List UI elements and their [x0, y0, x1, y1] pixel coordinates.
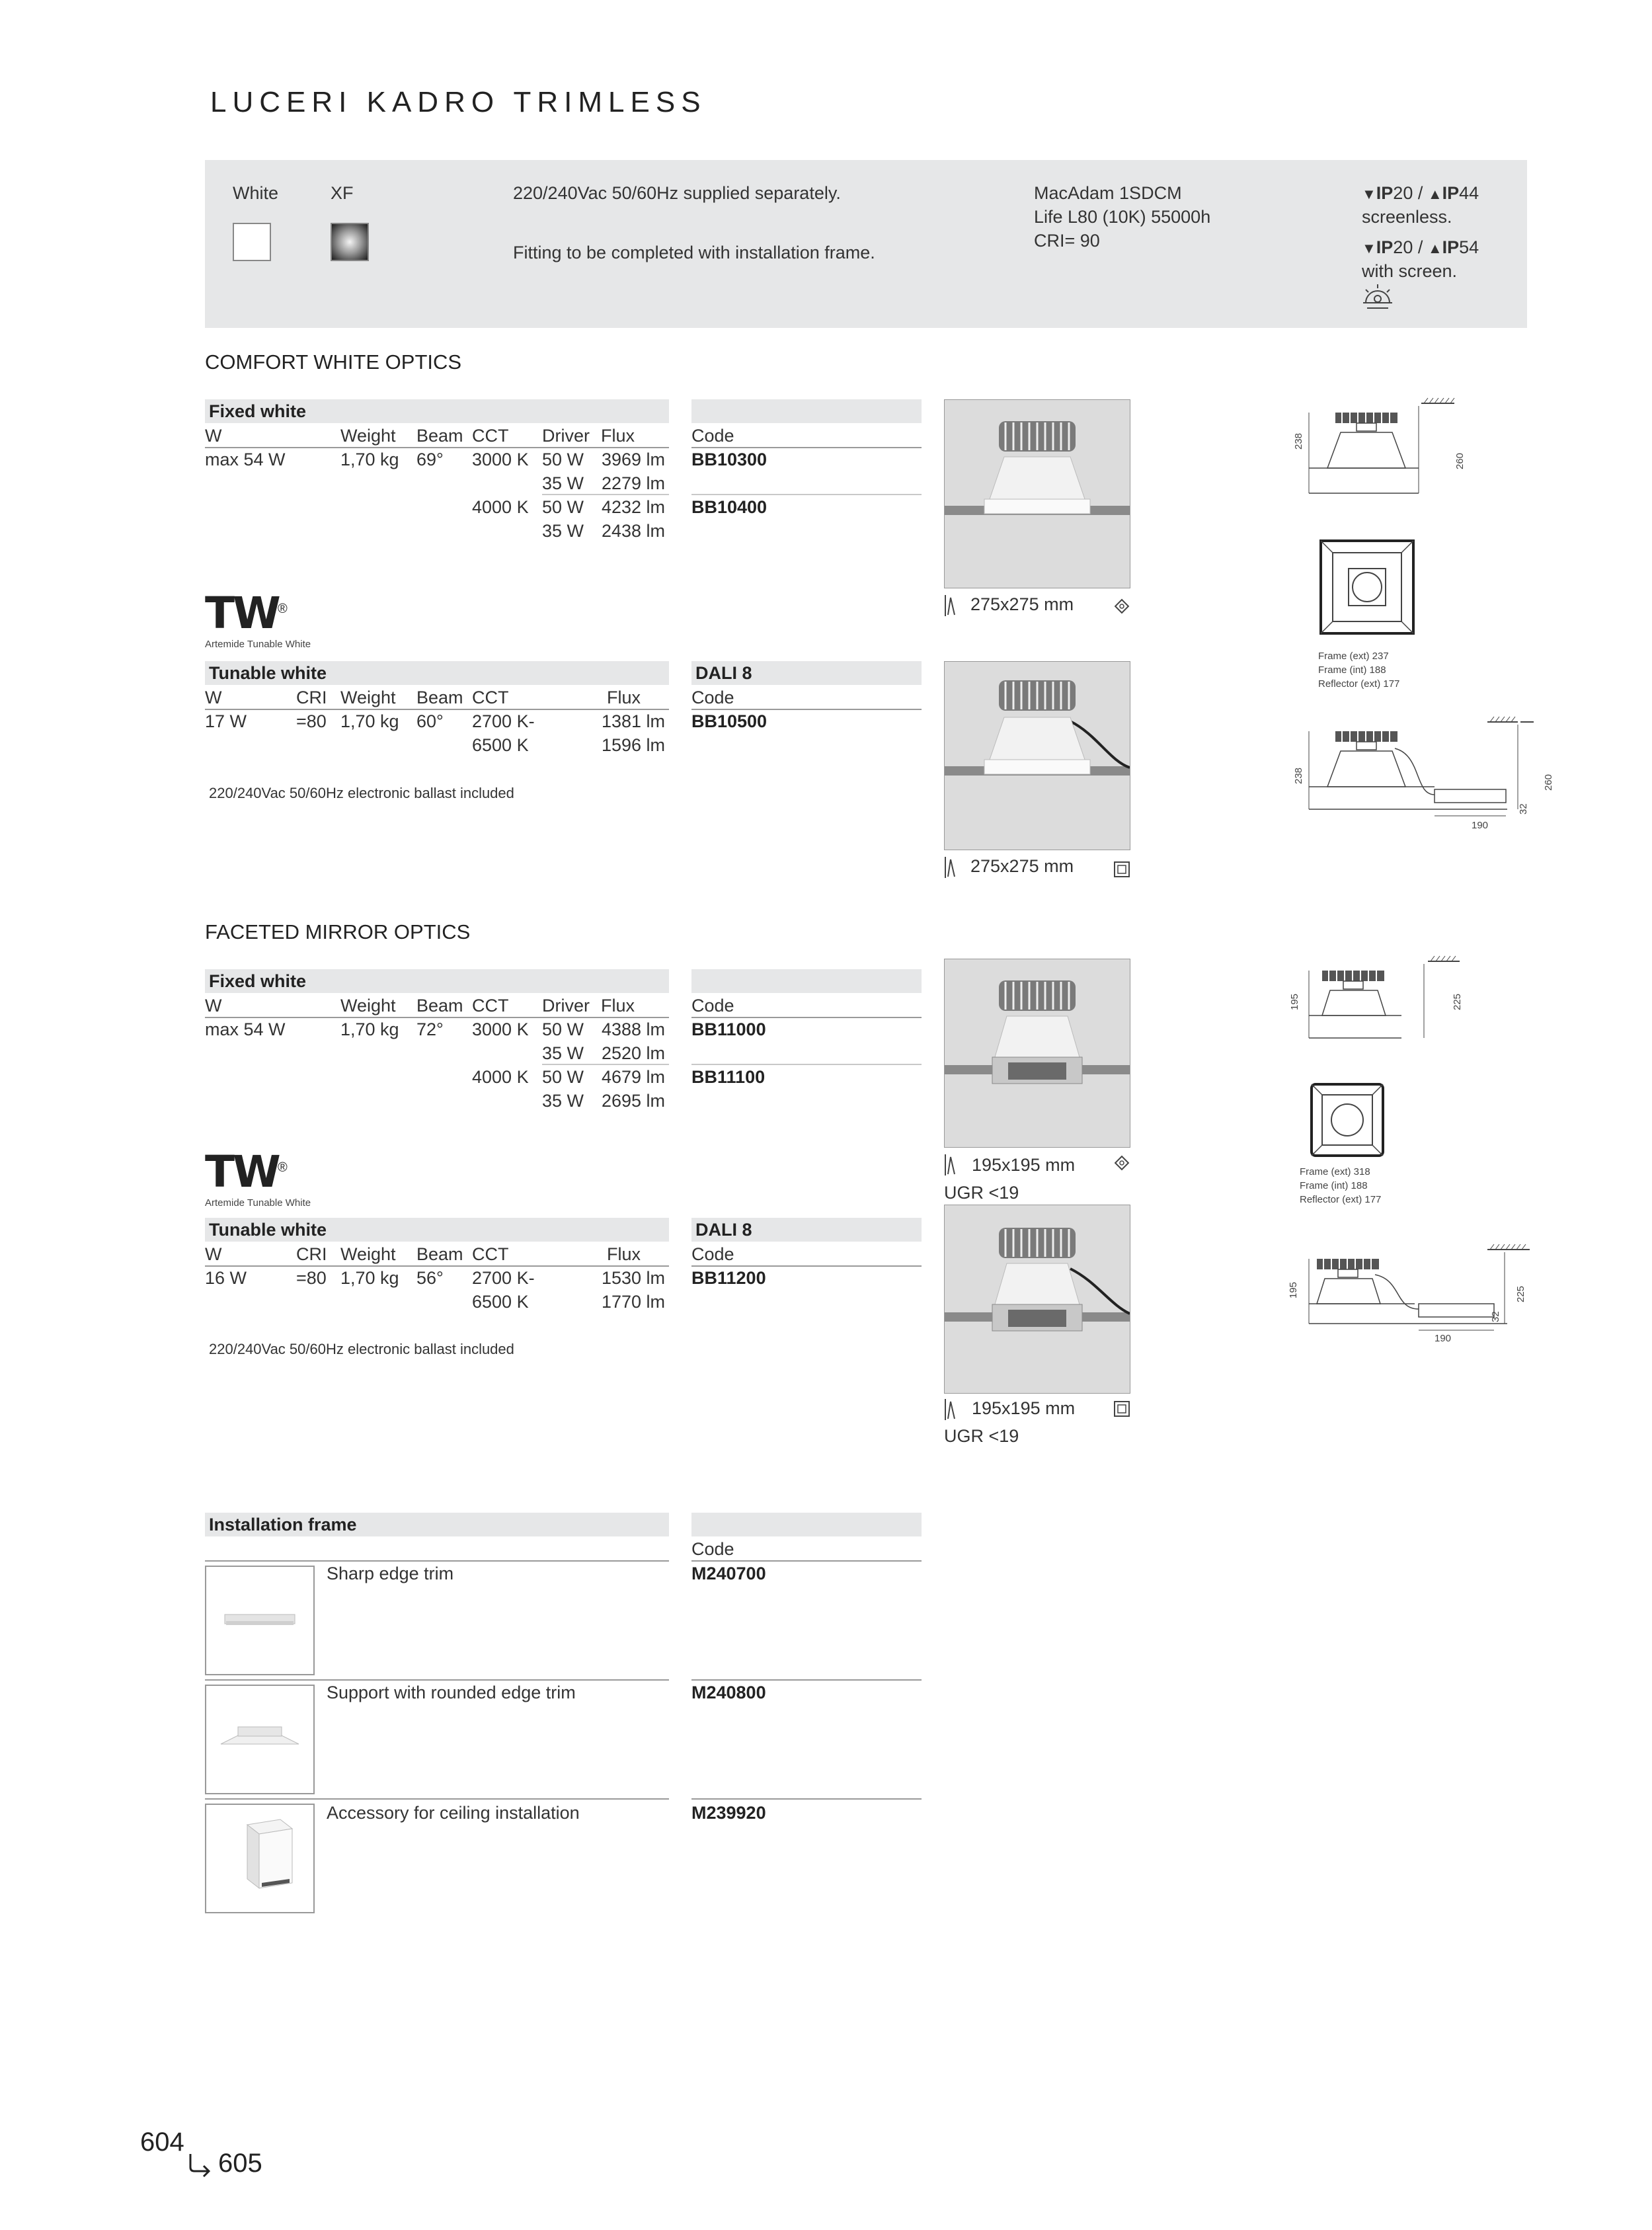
frame-int-label: Frame (int) 188 [1300, 1180, 1368, 1191]
registered-mark: ® [278, 1160, 288, 1175]
ip-rating-screen: ▼IP20 / ▲IP54 [1362, 237, 1479, 257]
technical-drawing-top [1309, 1082, 1386, 1158]
frame-ext-label: Frame (ext) 237 [1318, 651, 1389, 662]
screen-type-icon [1113, 861, 1130, 878]
product-code[interactable]: M239920 [691, 1803, 766, 1823]
col-flux: Flux [601, 426, 635, 446]
dimension-height: 225 [1515, 1285, 1526, 1302]
dimension-height: 260 [1454, 452, 1466, 469]
col-w: W [205, 426, 222, 446]
col-cct: CCT [472, 426, 509, 446]
ip-screen-note: with screen. [1362, 261, 1458, 281]
col-driver: Driver [542, 426, 590, 446]
item-name: Support with rounded edge trim [327, 1683, 576, 1702]
tw-logo: TW [205, 588, 279, 639]
reflector-label: Reflector (ext) 177 [1300, 1194, 1382, 1205]
comfort-tunable-header-bar: Tunable white [205, 661, 669, 685]
return-arrow-icon[interactable] [186, 2151, 213, 2178]
product-code[interactable]: M240800 [691, 1683, 766, 1702]
tw-logo: TW [205, 1146, 279, 1197]
comfort-heading: COMFORT WHITE OPTICS [205, 350, 462, 374]
supply-note: 220/240Vac 50/60Hz supplied separately. [513, 183, 841, 203]
product-photo-faceted-fixed [944, 959, 1130, 1148]
ballast-note: 220/240Vac 50/60Hz electronic ballast included [209, 785, 514, 801]
ugr-rating: UGR <19 [944, 1183, 1019, 1203]
finish-xf-label: XF [331, 183, 354, 203]
faceted-heading: FACETED MIRROR OPTICS [205, 920, 471, 943]
product-photo-faceted-tunable [944, 1205, 1130, 1394]
table-cell: max 54 W [205, 450, 286, 469]
frame-type-icon [1113, 1154, 1130, 1172]
triangle-up-icon: ▲ [1427, 240, 1442, 257]
cutout-size: 195x195 mm [972, 1398, 1076, 1418]
comfort-code-header-bar [691, 399, 922, 423]
col-code: Code [691, 1539, 734, 1559]
mounting-icon [944, 1153, 959, 1177]
product-code[interactable]: BB11200 [691, 1268, 766, 1288]
frame-type-icon [1113, 598, 1130, 615]
technical-drawing-side-ballast [1289, 1243, 1534, 1342]
installation-header-bar: Installation frame [205, 1513, 669, 1536]
faceted-dali-header-bar: DALI 8 [691, 1218, 922, 1242]
dimension-box-height: 32 [1518, 803, 1529, 815]
technical-drawing-top [1318, 538, 1417, 636]
technical-drawing-side-ballast [1289, 715, 1534, 828]
technical-drawing-side [1289, 397, 1487, 502]
col-code: Code [691, 426, 734, 446]
next-page-link[interactable]: 605 [218, 2149, 262, 2178]
dimension-box-height: 32 [1490, 1311, 1501, 1322]
screen-type-icon [1113, 1400, 1130, 1417]
product-code[interactable]: BB11000 [691, 1019, 766, 1039]
dimension-box-width: 190 [1472, 820, 1489, 831]
ceiling-accessory-image [205, 1804, 315, 1913]
comfort-dali-header-bar: DALI 8 [691, 661, 922, 685]
white-swatch[interactable] [233, 223, 271, 261]
reflector-label: Reflector (ext) 177 [1318, 678, 1400, 690]
dimension-height: 238 [1293, 432, 1304, 450]
cri-spec: CRI= 90 [1034, 231, 1100, 251]
faceted-code-header-bar [691, 969, 922, 993]
dimension-height: 238 [1293, 767, 1304, 784]
comfort-fixed-header-bar: Fixed white [205, 399, 669, 423]
table-cell: 69° [416, 450, 444, 469]
tw-caption: Artemide Tunable White [205, 1197, 311, 1209]
product-code[interactable]: M240700 [691, 1564, 766, 1583]
table-cell: 1,70 kg [340, 450, 399, 469]
macadam-spec: MacAdam 1SDCM [1034, 183, 1182, 203]
tw-caption: Artemide Tunable White [205, 639, 311, 650]
frame-ext-label: Frame (ext) 318 [1300, 1166, 1370, 1177]
product-photo-comfort-fixed [944, 399, 1130, 588]
col-beam: Beam [416, 426, 463, 446]
dimension-height: 260 [1543, 774, 1554, 791]
ceiling-mount-icon [1362, 283, 1394, 311]
dimension-height: 225 [1452, 993, 1463, 1010]
product-code[interactable]: BB11100 [691, 1067, 766, 1087]
xf-swatch[interactable] [331, 223, 369, 261]
mounting-icon [944, 856, 959, 879]
dimension-height: 195 [1289, 993, 1300, 1010]
ip-rating-screenless: ▼IP20 / ▲IP44 [1362, 183, 1479, 203]
dimension-height: 195 [1288, 1281, 1299, 1298]
mounting-icon [944, 594, 959, 617]
installation-code-header-bar [691, 1513, 922, 1536]
product-photo-comfort-tunable [944, 661, 1130, 850]
fitting-note: Fitting to be completed with installation frame. [513, 243, 875, 262]
cutout-size: 195x195 mm [972, 1155, 1076, 1175]
ugr-rating: UGR <19 [944, 1426, 1019, 1446]
finish-white-label: White [233, 183, 279, 203]
mounting-icon [944, 1398, 959, 1421]
faceted-fixed-header-bar: Fixed white [205, 969, 669, 993]
col-weight: Weight [340, 426, 396, 446]
product-code[interactable]: BB10300 [691, 450, 767, 469]
page-title: LUCERI KADRO TRIMLESS [210, 86, 707, 118]
triangle-up-icon: ▲ [1427, 186, 1442, 202]
item-name: Sharp edge trim [327, 1564, 454, 1583]
ballast-note: 220/240Vac 50/60Hz electronic ballast included [209, 1341, 514, 1357]
faceted-tunable-header-bar: Tunable white [205, 1218, 669, 1242]
registered-mark: ® [278, 602, 288, 616]
sharp-edge-trim-image [205, 1566, 315, 1675]
product-code[interactable]: BB10400 [691, 497, 767, 517]
triangle-down-icon: ▼ [1362, 240, 1376, 257]
rounded-edge-trim-image [205, 1685, 315, 1794]
item-name: Accessory for ceiling installation [327, 1803, 580, 1823]
ip-screenless-note: screenless. [1362, 207, 1452, 227]
cutout-size: 275x275 mm [970, 594, 1074, 614]
life-spec: Life L80 (10K) 55000h [1034, 207, 1211, 227]
cutout-size: 275x275 mm [970, 856, 1074, 876]
page-number: 604 [140, 2128, 184, 2157]
triangle-down-icon: ▼ [1362, 186, 1376, 202]
dimension-box-width: 190 [1435, 1333, 1452, 1344]
frame-int-label: Frame (int) 188 [1318, 664, 1386, 676]
product-code[interactable]: BB10500 [691, 711, 767, 731]
